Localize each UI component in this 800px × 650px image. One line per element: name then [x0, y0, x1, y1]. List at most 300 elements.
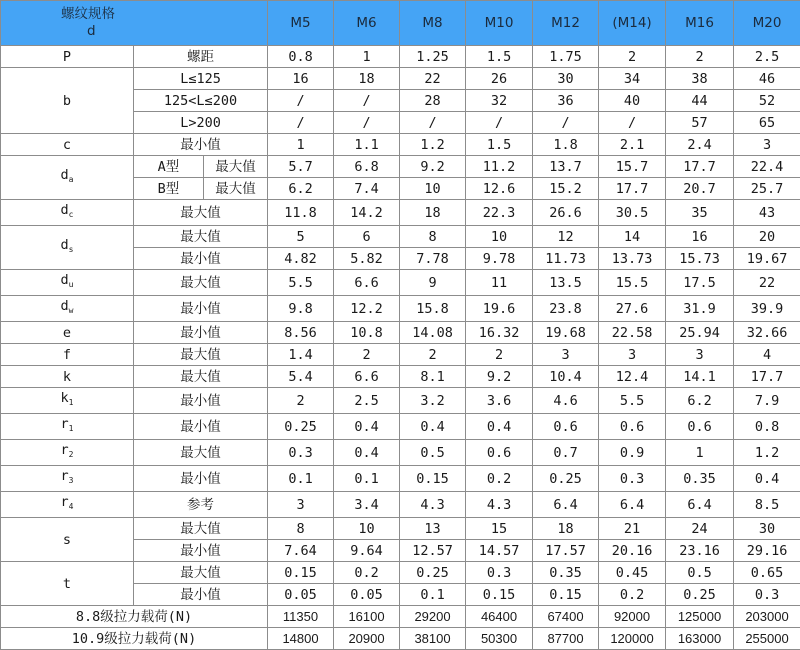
symbol-cell — [1, 366, 134, 388]
symbol-cell — [1, 440, 134, 466]
value-cell: 17.7 — [599, 178, 666, 200]
row-label-cell: 最小值 — [134, 584, 268, 606]
table-row — [1, 366, 800, 388]
symbol-cell — [1, 134, 134, 156]
symbol-subscript: 2 — [69, 450, 74, 459]
row-label-cell: 最小值 — [134, 134, 268, 156]
value-cell: 9.8 — [268, 296, 334, 322]
value-cell: 17.57 — [533, 540, 599, 562]
value-cell: 0.4 — [466, 414, 533, 440]
table-row — [1, 46, 800, 68]
value-cell: 0.5 — [400, 440, 466, 466]
value-cell: 3 — [599, 344, 666, 366]
value-cell: 125000 — [666, 606, 734, 628]
value-cell: 16100 — [334, 606, 400, 628]
table-row — [1, 68, 800, 90]
value-cell: 22.58 — [599, 322, 666, 344]
table-row — [1, 156, 800, 178]
symbol-cell — [1, 344, 134, 366]
value-cell: 0.3 — [599, 466, 666, 492]
value-cell: 23.8 — [533, 296, 599, 322]
value-cell: 4.3 — [466, 492, 533, 518]
value-cell: 87700 — [533, 628, 599, 650]
load-label-cell: 10.9级拉力载荷(N) — [1, 628, 268, 650]
value-cell: 0.3 — [466, 562, 533, 584]
value-cell: 29200 — [400, 606, 466, 628]
value-cell: 10.4 — [533, 366, 599, 388]
size-header-cell: M8 — [400, 1, 466, 46]
value-cell: 3.4 — [334, 492, 400, 518]
value-cell: 28 — [400, 90, 466, 112]
symbol-subscript: 1 — [69, 424, 74, 433]
value-cell: 2.1 — [599, 134, 666, 156]
symbol-text: c — [63, 137, 71, 153]
symbol-cell — [1, 270, 134, 296]
value-cell: 21 — [599, 518, 666, 540]
value-cell: 10 — [466, 226, 533, 248]
value-cell: 0.3 — [268, 440, 334, 466]
table-row — [1, 344, 800, 366]
row-label-cell: 最大值 — [134, 226, 268, 248]
symbol-text: d — [61, 167, 69, 183]
value-cell: 15.73 — [666, 248, 734, 270]
table-row — [1, 518, 800, 540]
symbol-text: d — [61, 272, 69, 288]
row-label-cell: 最大值 — [204, 156, 268, 178]
value-cell: / — [599, 112, 666, 134]
value-cell: 12 — [533, 226, 599, 248]
value-cell: 0.45 — [599, 562, 666, 584]
value-cell: 13 — [400, 518, 466, 540]
symbol-subscript: w — [69, 306, 74, 315]
value-cell: 0.4 — [334, 440, 400, 466]
value-cell: 10 — [334, 518, 400, 540]
value-cell: 22 — [400, 68, 466, 90]
size-header-cell: M20 — [734, 1, 800, 46]
row-label-cell: 最大值 — [134, 200, 268, 226]
row-label-cell: 最大值 — [134, 270, 268, 296]
value-cell: 1.5 — [466, 46, 533, 68]
symbol-cell — [1, 388, 134, 414]
value-cell: 0.1 — [268, 466, 334, 492]
value-cell: 22 — [734, 270, 800, 296]
row-label-cell: 最大值 — [134, 518, 268, 540]
row-label-cell: 最小值 — [134, 322, 268, 344]
value-cell: / — [334, 90, 400, 112]
value-cell: 0.4 — [734, 466, 800, 492]
value-cell: 30.5 — [599, 200, 666, 226]
value-cell: 24 — [666, 518, 734, 540]
value-cell: 6.4 — [533, 492, 599, 518]
size-header-cell: (M14) — [599, 1, 666, 46]
value-cell: 11350 — [268, 606, 334, 628]
value-cell: 25.7 — [734, 178, 800, 200]
value-cell: 2.4 — [666, 134, 734, 156]
table-row — [1, 270, 800, 296]
value-cell: 0.15 — [268, 562, 334, 584]
value-cell: 14800 — [268, 628, 334, 650]
value-cell: 0.6 — [599, 414, 666, 440]
table-row — [1, 414, 800, 440]
value-cell: 8.56 — [268, 322, 334, 344]
value-cell: 5.82 — [334, 248, 400, 270]
value-cell: 15.5 — [599, 270, 666, 296]
value-cell: 14.57 — [466, 540, 533, 562]
value-cell: / — [533, 112, 599, 134]
value-cell: 3.6 — [466, 388, 533, 414]
value-cell: 23.16 — [666, 540, 734, 562]
value-cell: 26 — [466, 68, 533, 90]
value-cell: 32 — [466, 90, 533, 112]
symbol-cell — [1, 562, 134, 606]
header-corner-cell — [1, 1, 268, 46]
value-cell: 0.9 — [599, 440, 666, 466]
symbol-subscript: s — [69, 245, 74, 254]
value-cell: 6.2 — [268, 178, 334, 200]
value-cell: 43 — [734, 200, 800, 226]
value-cell: 0.25 — [533, 466, 599, 492]
row-label-cell: 最大值 — [134, 366, 268, 388]
value-cell: 1 — [666, 440, 734, 466]
symbol-cell — [1, 156, 134, 200]
table-body — [1, 1, 800, 650]
symbol-subscript: c — [69, 210, 74, 219]
value-cell: 11.8 — [268, 200, 334, 226]
value-cell: 12.57 — [400, 540, 466, 562]
value-cell: 27.6 — [599, 296, 666, 322]
value-cell: 22.4 — [734, 156, 800, 178]
value-cell: 7.4 — [334, 178, 400, 200]
value-cell: 2 — [666, 46, 734, 68]
size-header-cell: M10 — [466, 1, 533, 46]
size-header-cell: M6 — [334, 1, 400, 46]
value-cell: 0.7 — [533, 440, 599, 466]
value-cell: 13.7 — [533, 156, 599, 178]
row-label-cell: 最小值 — [134, 388, 268, 414]
value-cell: 0.5 — [666, 562, 734, 584]
value-cell: 120000 — [599, 628, 666, 650]
row-label-cell: 参考 — [134, 492, 268, 518]
value-cell: 40 — [599, 90, 666, 112]
value-cell: 6.2 — [666, 388, 734, 414]
symbol-text: b — [63, 93, 71, 109]
value-cell: 22.3 — [466, 200, 533, 226]
symbol-text: r — [61, 468, 69, 484]
value-cell: 16.32 — [466, 322, 533, 344]
value-cell: 6.6 — [334, 366, 400, 388]
value-cell: 0.4 — [400, 414, 466, 440]
value-cell: 0.2 — [466, 466, 533, 492]
row-label-cell: L≤125 — [134, 68, 268, 90]
header-row — [1, 1, 800, 46]
row-label-cell: 125<L≤200 — [134, 90, 268, 112]
row-label-cell: 最小值 — [134, 466, 268, 492]
value-cell: 16 — [666, 226, 734, 248]
value-cell: 2.5 — [734, 46, 800, 68]
value-cell: 0.4 — [334, 414, 400, 440]
table-row — [1, 492, 800, 518]
symbol-subscript: u — [69, 280, 74, 289]
symbol-cell — [1, 296, 134, 322]
row-label-cell: 最大值 — [134, 344, 268, 366]
value-cell: 4.6 — [533, 388, 599, 414]
value-cell: 3 — [734, 134, 800, 156]
value-cell: 19.67 — [734, 248, 800, 270]
symbol-text: t — [63, 576, 71, 592]
size-header-cell: M12 — [533, 1, 599, 46]
value-cell: 1.2 — [734, 440, 800, 466]
symbol-text: r — [61, 416, 69, 432]
value-cell: 13.73 — [599, 248, 666, 270]
value-cell: 18 — [334, 68, 400, 90]
value-cell: 6.8 — [334, 156, 400, 178]
value-cell: 9.2 — [466, 366, 533, 388]
table-row — [1, 628, 800, 650]
type-cell: A型 — [134, 156, 204, 178]
value-cell: 0.8 — [268, 46, 334, 68]
symbol-subscript: 1 — [69, 398, 74, 407]
symbol-subscript: 3 — [69, 476, 74, 485]
value-cell: 39.9 — [734, 296, 800, 322]
value-cell: 0.2 — [599, 584, 666, 606]
type-cell: B型 — [134, 178, 204, 200]
table-row — [1, 440, 800, 466]
value-cell: 5 — [268, 226, 334, 248]
value-cell: 5.7 — [268, 156, 334, 178]
table-row — [1, 606, 800, 628]
value-cell: 9 — [400, 270, 466, 296]
value-cell: 32.66 — [734, 322, 800, 344]
table-row — [1, 134, 800, 156]
value-cell: / — [268, 112, 334, 134]
value-cell: 18 — [533, 518, 599, 540]
value-cell: 46400 — [466, 606, 533, 628]
value-cell: 35 — [666, 200, 734, 226]
symbol-text: d — [61, 298, 69, 314]
value-cell: 1.75 — [533, 46, 599, 68]
value-cell: 0.1 — [400, 584, 466, 606]
value-cell: 7.9 — [734, 388, 800, 414]
value-cell: 8.1 — [400, 366, 466, 388]
value-cell: 7.64 — [268, 540, 334, 562]
value-cell: 26.6 — [533, 200, 599, 226]
table-row — [1, 322, 800, 344]
symbol-cell — [1, 466, 134, 492]
row-label-cell: 最小值 — [134, 296, 268, 322]
value-cell: 9.78 — [466, 248, 533, 270]
symbol-cell — [1, 46, 134, 68]
value-cell: 2 — [599, 46, 666, 68]
value-cell: 3 — [533, 344, 599, 366]
value-cell: 1.8 — [533, 134, 599, 156]
value-cell: / — [466, 112, 533, 134]
table-row — [1, 226, 800, 248]
value-cell: 3 — [268, 492, 334, 518]
value-cell: 3.2 — [400, 388, 466, 414]
value-cell: 52 — [734, 90, 800, 112]
symbol-text: r — [61, 494, 69, 510]
value-cell: 1 — [334, 46, 400, 68]
symbol-text: P — [63, 49, 71, 65]
value-cell: 6.4 — [599, 492, 666, 518]
symbol-text: d — [61, 202, 69, 218]
value-cell: 34 — [599, 68, 666, 90]
value-cell: 0.05 — [334, 584, 400, 606]
value-cell: 38100 — [400, 628, 466, 650]
value-cell: 20.16 — [599, 540, 666, 562]
value-cell: 15.7 — [599, 156, 666, 178]
value-cell: 0.35 — [533, 562, 599, 584]
value-cell: 0.3 — [734, 584, 800, 606]
table-row — [1, 562, 800, 584]
symbol-cell — [1, 200, 134, 226]
symbol-cell — [1, 226, 134, 270]
row-label-cell: L>200 — [134, 112, 268, 134]
value-cell: 16 — [268, 68, 334, 90]
value-cell: 11.73 — [533, 248, 599, 270]
value-cell: 0.6 — [533, 414, 599, 440]
value-cell: 17.7 — [666, 156, 734, 178]
value-cell: / — [400, 112, 466, 134]
value-cell: 2 — [268, 388, 334, 414]
value-cell: 255000 — [734, 628, 800, 650]
value-cell: 11 — [466, 270, 533, 296]
value-cell: 8 — [268, 518, 334, 540]
symbol-text: r — [61, 442, 69, 458]
symbol-text: k — [63, 369, 71, 385]
symbol-text: e — [63, 325, 71, 341]
value-cell: 0.25 — [268, 414, 334, 440]
thread-spec-label: 螺纹规格 — [61, 6, 267, 23]
size-header-cell: M5 — [268, 1, 334, 46]
value-cell: 92000 — [599, 606, 666, 628]
value-cell: 2 — [466, 344, 533, 366]
value-cell: 1 — [268, 134, 334, 156]
table-row — [1, 388, 800, 414]
value-cell: 30 — [734, 518, 800, 540]
value-cell: 20.7 — [666, 178, 734, 200]
value-cell: 0.6 — [666, 414, 734, 440]
value-cell: 14.2 — [334, 200, 400, 226]
row-label-cell: 最小值 — [134, 248, 268, 270]
value-cell: 4 — [734, 344, 800, 366]
value-cell: 1.5 — [466, 134, 533, 156]
value-cell: 10.8 — [334, 322, 400, 344]
value-cell: / — [334, 112, 400, 134]
value-cell: 31.9 — [666, 296, 734, 322]
symbol-cell — [1, 322, 134, 344]
size-header-cell: M16 — [666, 1, 734, 46]
d-label: d — [61, 23, 267, 40]
value-cell: 2 — [334, 344, 400, 366]
table-row — [1, 466, 800, 492]
value-cell: 7.78 — [400, 248, 466, 270]
value-cell: 3 — [666, 344, 734, 366]
value-cell: 1.4 — [268, 344, 334, 366]
value-cell: 8.5 — [734, 492, 800, 518]
value-cell: 0.35 — [666, 466, 734, 492]
value-cell: 203000 — [734, 606, 800, 628]
value-cell: 19.6 — [466, 296, 533, 322]
value-cell: 17.7 — [734, 366, 800, 388]
value-cell: 65 — [734, 112, 800, 134]
value-cell: 0.15 — [533, 584, 599, 606]
table-row — [1, 200, 800, 226]
value-cell: 18 — [400, 200, 466, 226]
value-cell: 4.82 — [268, 248, 334, 270]
row-label-cell: 最大值 — [204, 178, 268, 200]
value-cell: / — [268, 90, 334, 112]
value-cell: 20 — [734, 226, 800, 248]
value-cell: 0.65 — [734, 562, 800, 584]
value-cell: 13.5 — [533, 270, 599, 296]
value-cell: 29.16 — [734, 540, 800, 562]
value-cell: 38 — [666, 68, 734, 90]
symbol-subscript: 4 — [69, 502, 74, 511]
value-cell: 1.25 — [400, 46, 466, 68]
value-cell: 14 — [599, 226, 666, 248]
value-cell: 0.25 — [666, 584, 734, 606]
value-cell: 19.68 — [533, 322, 599, 344]
symbol-cell — [1, 492, 134, 518]
value-cell: 12.6 — [466, 178, 533, 200]
value-cell: 30 — [533, 68, 599, 90]
table-row — [1, 296, 800, 322]
value-cell: 0.15 — [400, 466, 466, 492]
value-cell: 14.08 — [400, 322, 466, 344]
row-label-cell: 最大值 — [134, 562, 268, 584]
value-cell: 17.5 — [666, 270, 734, 296]
value-cell: 15.8 — [400, 296, 466, 322]
symbol-text: d — [61, 237, 69, 253]
row-label-cell: 最大值 — [134, 440, 268, 466]
value-cell: 20900 — [334, 628, 400, 650]
value-cell: 5.5 — [599, 388, 666, 414]
value-cell: 0.1 — [334, 466, 400, 492]
symbol-text: f — [63, 347, 71, 363]
value-cell: 5.4 — [268, 366, 334, 388]
row-label-cell: 最小值 — [134, 540, 268, 562]
value-cell: 15 — [466, 518, 533, 540]
value-cell: 6.6 — [334, 270, 400, 296]
symbol-cell — [1, 518, 134, 562]
value-cell: 0.15 — [466, 584, 533, 606]
symbol-text: s — [63, 532, 71, 548]
value-cell: 12.4 — [599, 366, 666, 388]
value-cell: 6.4 — [666, 492, 734, 518]
symbol-text: k — [61, 390, 69, 406]
row-label-cell: 最小值 — [134, 414, 268, 440]
value-cell: 9.64 — [334, 540, 400, 562]
value-cell: 0.6 — [466, 440, 533, 466]
value-cell: 0.25 — [400, 562, 466, 584]
value-cell: 10 — [400, 178, 466, 200]
symbol-subscript: a — [69, 175, 74, 184]
value-cell: 9.2 — [400, 156, 466, 178]
value-cell: 1.1 — [334, 134, 400, 156]
value-cell: 57 — [666, 112, 734, 134]
value-cell: 163000 — [666, 628, 734, 650]
value-cell: 6 — [334, 226, 400, 248]
value-cell: 0.8 — [734, 414, 800, 440]
value-cell: 25.94 — [666, 322, 734, 344]
value-cell: 44 — [666, 90, 734, 112]
value-cell: 0.05 — [268, 584, 334, 606]
value-cell: 4.3 — [400, 492, 466, 518]
row-label-cell: 螺距 — [134, 46, 268, 68]
value-cell: 2 — [400, 344, 466, 366]
value-cell: 12.2 — [334, 296, 400, 322]
